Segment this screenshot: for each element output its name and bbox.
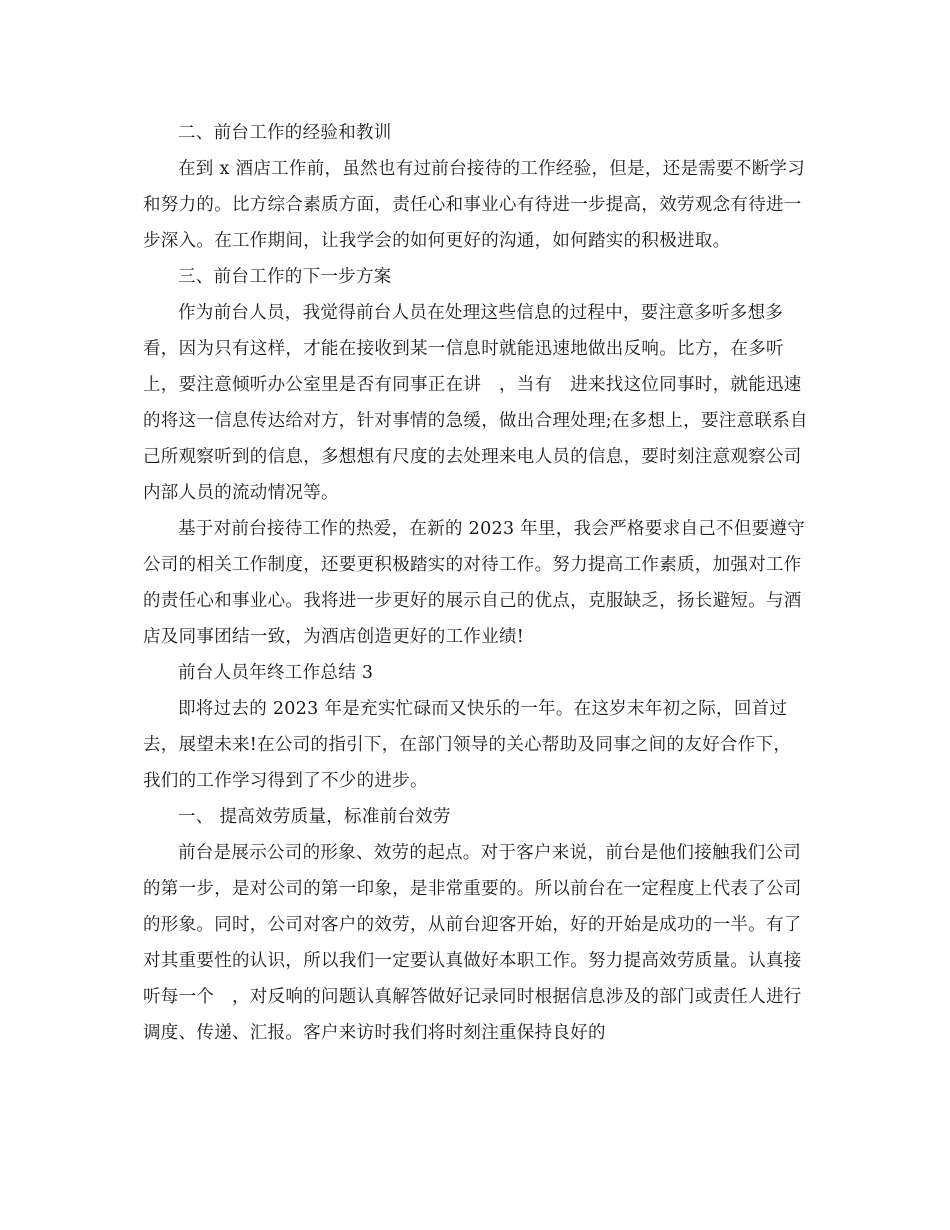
paragraph-commitment: 基于对前台接待工作的热爱，在新的 2023 年里，我会严格要求自己不但要遵守公司的相关工作制度，还要更积极踏实的对待工作。努力提高工作素质，加强对工作的责任心和事业心。我将进一步更好的展示自己的优点，克服缺乏，扬长避短。与酒店及同事团结一致，为酒店创造更好的工作业绩!	[143, 519, 806, 647]
section-heading-experience: 二、前台工作的经验和教训	[178, 123, 392, 143]
document-body	[143, 115, 808, 1051]
paragraph-intro: 即将过去的 2023 年是充实忙碌而又快乐的一年。在这岁末年初之际，回首过去，展望未来!在公司的指引下，在部门领导的关心帮助及同事之间的友好合作下，我们的工作学习得到了不少的进步。	[143, 699, 792, 791]
paragraph-next-plan: 作为前台人员，我觉得前台人员在处理这些信息的过程中，要注意多听多想多看，因为只有这样，才能在接收到某一信息时就能迅速地做出反响。比方，在多听上，要注意倾听办公室里是否有同事正在讲 ，当有 进来找这位同事时，就能迅速的将这一信息传达给对方，针对事情的急缓，做出合理处理;在多想上，要注意联系自己所观察听到的信息，多想想有尺度的去处理来电人员的信息，要时刻注意观察公司内部人员的流动情况等。	[143, 303, 808, 503]
section-heading-service-quality: 一、 提高效劳质量，标准前台效劳	[178, 807, 451, 827]
paragraph-service-quality: 前台是展示公司的形象、效劳的起点。对于客户来说，前台是他们接触我们公司的第一步，是对公司的第一印象，是非常重要的。所以前台在一定程度上代表了公司的形象。同时，公司对客户的效劳，从前台迎客开始，好的开始是成功的一半。有了对其重要性的认识，所以我们一定要认真做好本职工作。努力提高效劳质量。认真接听每一个 ，对反响的问题认真解答做好记录同时根据信息涉及的部门或责任人进行调度、传递、汇报。客户来访时我们将时刻注重保持良好的	[143, 843, 802, 1043]
section-heading-next-plan: 三、前台工作的下一步方案	[178, 267, 392, 287]
summary-title-3: 前台人员年终工作总结 3	[178, 663, 374, 683]
paragraph-experience: 在到 x 酒店工作前，虽然也有过前台接待的工作经验，但是，还是需要不断学习和努力的。比方综合素质方面，责任心和事业心有待进一步提高，效劳观念有待进一步深入。在工作期间，让我学会的如何更好的沟通，如何踏实的积极进取。	[143, 159, 806, 251]
